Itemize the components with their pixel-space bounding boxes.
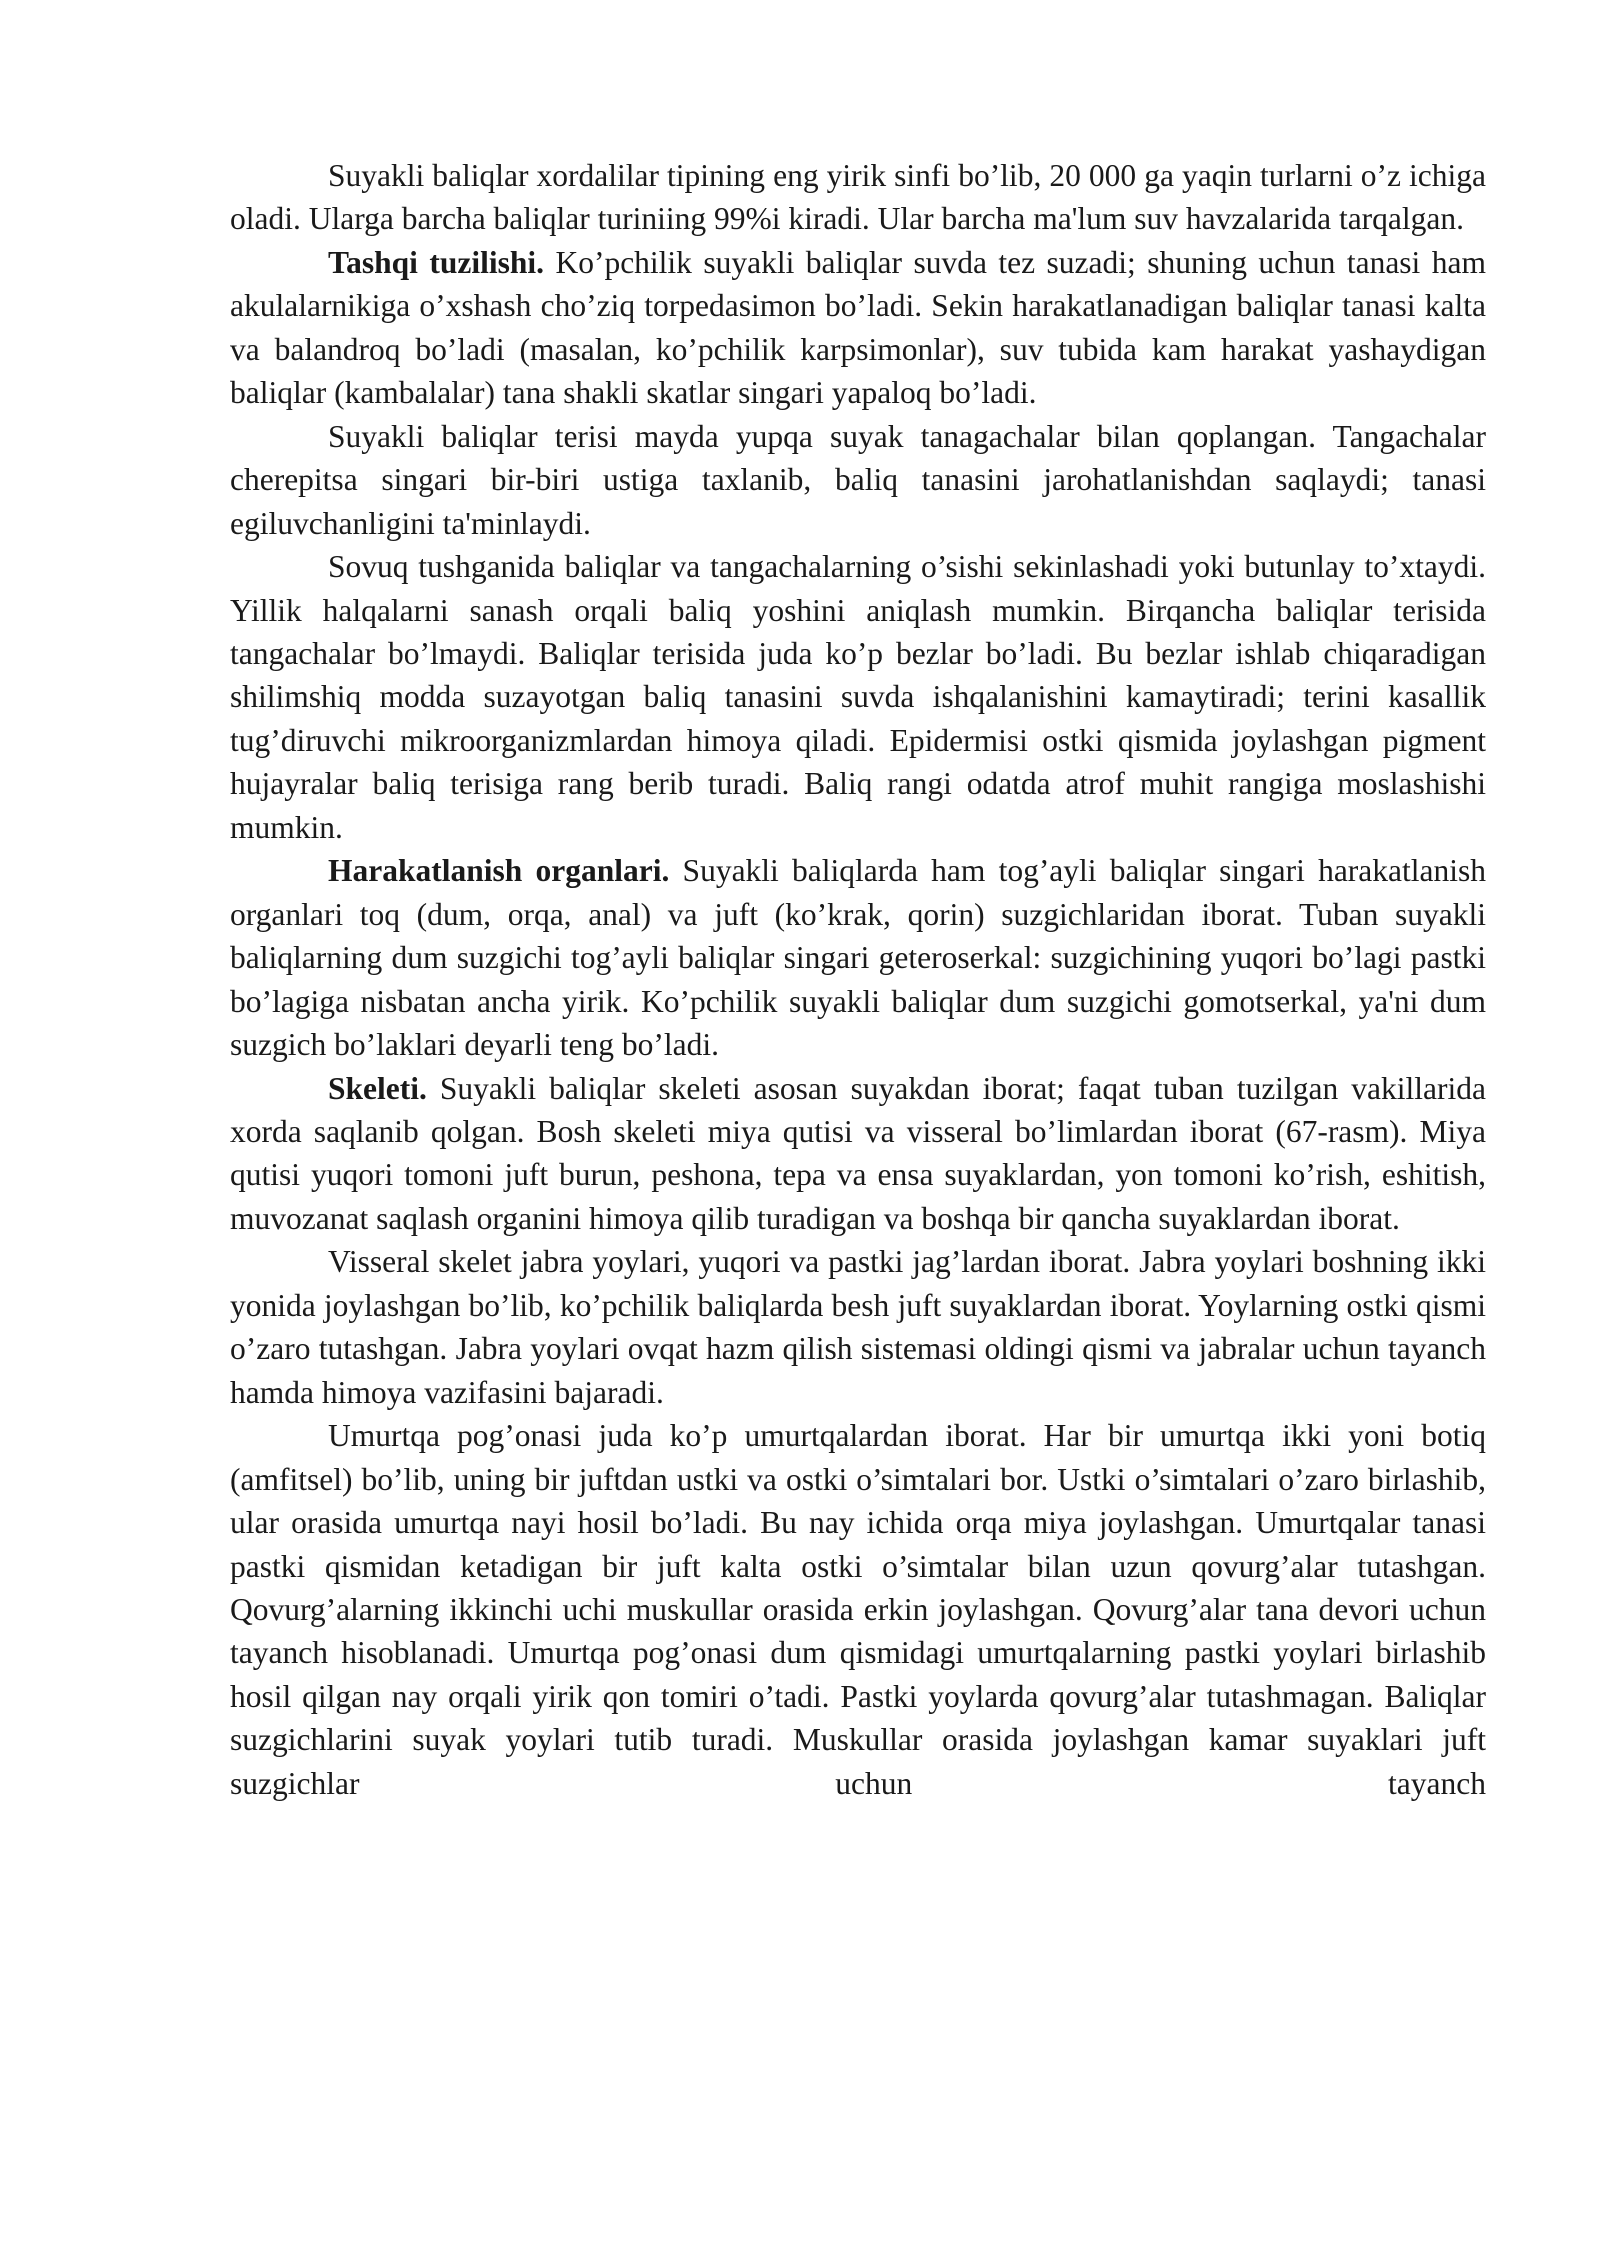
section-heading-skeleti: Skeleti. (328, 1070, 427, 1106)
paragraph-sovuq (230, 545, 1486, 849)
paragraph-text: Suyakli baliqlar xordalilar tipining eng yirik sinfi bo’lib, 20 000 ga yaqin turlarni o’z ichiga oladi. Ularga barcha baliqlar turiniing 99%i kiradi. Ular barcha ma'lum suv havzalarida tarqalgan. (230, 158, 1486, 237)
section-heading-harakatlanish-organlari: Harakatlanish organlari. (328, 853, 670, 889)
paragraph-text: Suyakli baliqlarda ham tog’ayli baliqlar singari harakatlanish organlari toq (dum, orqa, anal) va juft (ko’krak, qorin) suzgichlaridan iborat. Tuban suyakli baliqlarning dum suzgichi tog’ayli baliqlar singari geteroserkal: suzgichining yuqori bo’lagi pastki bo’lagiga nisbatan ancha yirik. Ko’pchilik suyakli baliqlar dum suzgichi gomotserkal, ya'ni dum suzgich bo’laklari deyarli teng bo’ladi. (230, 853, 1486, 1063)
paragraph-visseral-skelet (230, 1240, 1486, 1414)
paragraph-text: Visseral skelet jabra yoylari, yuqori va pastki jag’lardan iborat. Jabra yoylari boshning ikki yonida joylashgan bo’lib, ko’pchilik baliqlarda besh juft suyaklardan iborat. Yoylarning ostki qismi o’zaro tutashgan. Jabra yoylari ovqat hazm qilish sistemasi oldingi qismi va jabralar uchun tayanch hamda himoya vazifasini bajaradi. (230, 1244, 1486, 1410)
paragraph-skeleti (230, 1067, 1486, 1241)
paragraph-tashqi-tuzilishi (230, 241, 1486, 415)
paragraph-text: Umurtqa pog’onasi juda ko’p umurtqalardan iborat. Har bir umurtqa ikki yoni botiq (amfitsel) bo’lib, uning bir juftdan ustki va ostki o’simtalari bor. Ustki o’simtalari o’zaro birlashib, ular orasida umurtqa nayi hosil bo’ladi. Bu nay ichida orqa miya joylashgan. Umurtqalar tanasi pastki qismidan ketadigan bir juft kalta ostki o’simtalar bilan uzun qovurg’alar tutashgan. Qovurg’alarning ikkinchi uchi muskullar orasida erkin joylashgan. Qovurg’alar tana devori uchun tayanch hisoblanadi. Umurtqa pog’onasi dum qismidagi umurtqalarning pastki yoylari birlashib hosil qilgan nay orqali yirik qon tomiri o’tadi. Pastki yoylarda qovurg’alar tutashmagan. Baliqlar suzgichlarini suyak yoylari tutib turadi. Muskullar orasida joylashgan kamar suyaklari juft suzgichlar uchun tayanch (230, 1418, 1486, 1801)
document-body (230, 154, 1486, 1805)
paragraph-umurtqa (230, 1414, 1486, 1805)
paragraph-harakatlanish-organlari (230, 849, 1486, 1066)
paragraph-text: Suyakli baliqlar skeleti asosan suyakdan iborat; faqat tuban tuzilgan vakillarida xorda saqlanib qolgan. Bosh skeleti miya qutisi va visseral bo’limlardan iborat (67-rasm). Miya qutisi yuqori tomoni juft burun, peshona, tepa va ensa suyaklardan, yon tomoni ko’rish, eshitish, muvozanat saqlash organini himoya qilib turadigan va boshqa bir qancha suyaklardan iborat. (230, 1070, 1486, 1236)
paragraph-intro (230, 154, 1486, 241)
paragraph-text: Ko’pchilik suyakli baliqlar suvda tez suzadi; shuning uchun tanasi ham akulalarnikiga o’xshash cho’ziq torpedasimon bo’ladi. Sekin harakatlanadigan baliqlar tanasi kalta va balandroq bo’ladi (masalan, ko’pchilik karpsimonlar), suv tubida kam harakat yashaydigan baliqlar (kambalalar) tana shakli skatlar singari yapaloq bo’ladi. (230, 244, 1486, 411)
paragraph-text: Sovuq tushganida baliqlar va tangachalarning o’sishi sekinlashadi yoki butunlay to’xtaydi. Yillik halqalarni sanash orqali baliq yoshini aniqlash mumkin. Birqancha baliqlar terisida tangachalar bo’lmaydi. Baliqlar terisida juda ko’p bezlar bo’ladi. Bu bezlar ishlab chiqaradigan shilimshiq modda suzayotgan baliq tanasini suvda ishqalanishini kamaytiradi; terini kasallik tug’diruvchi mikroorganizmlardan himoya qiladi. Epidermisi ostki qismida joylashgan pigment hujayralar baliq terisiga rang berib turadi. Baliq rangi odatda atrof muhit rangiga moslashishi mumkin. (230, 549, 1486, 845)
section-heading-tashqi-tuzilishi: Tashqi tuzilishi. (328, 244, 545, 280)
paragraph-teri (230, 415, 1486, 545)
paragraph-text: Suyakli baliqlar terisi mayda yupqa suyak tanagachalar bilan qoplangan. Tangachalar cherepitsa singari bir-biri ustiga taxlanib, baliq tanasini jarohatlanishdan saqlaydi; tanasi egiluvchanligini ta'minlaydi. (230, 418, 1486, 541)
